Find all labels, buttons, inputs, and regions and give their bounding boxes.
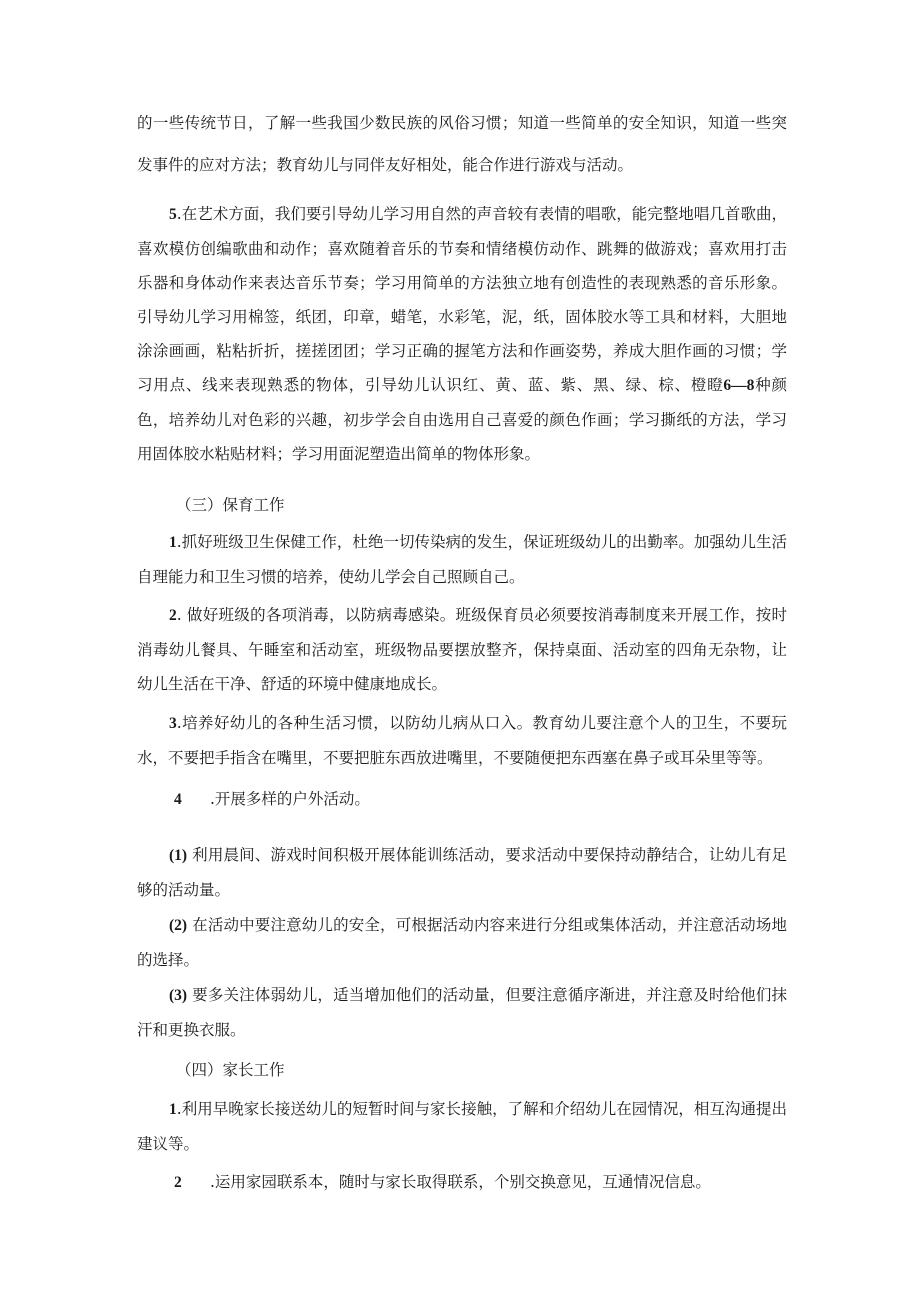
item-text: .开展多样的户外活动。 <box>210 790 370 808</box>
subitem-2 <box>137 908 787 977</box>
section-heading: （三）保育工作 <box>176 496 285 514</box>
subitem-number: (2) <box>169 917 188 934</box>
subitem-text: 要多关注体弱幼儿，适当增加他们的活动量，但要注意循序渐进，并注意及时给他们抹汗和更换衣服。 <box>137 986 787 1039</box>
art-text-part2: 种颜色，培养幼儿对色彩的兴趣，初步学会自由选用自己喜爱的颜色作画；学习撕纸的方法，学习用固体胶水粘贴材料；学习用面泥塑造出简单的物体形象。 <box>137 376 787 463</box>
item-number: 1 <box>169 534 177 551</box>
item-number: 1 <box>169 1101 177 1118</box>
item-text: . 做好班级的各项消毒，以防病毒感染。班级保育员必须要按消毒制度来开展工作，按时消毒幼儿餐具、午睡室和活动室，班级物品要摆放整齐，保持桌面、活动室的四角无杂物，让幼儿生活在干净、舒适的环境中健康地成长。 <box>137 606 787 693</box>
section4-item-1 <box>137 1092 787 1161</box>
continued-paragraph <box>137 102 787 186</box>
item-text: .利用早晚家长接送幼儿的短暂时间与家长接触，了解和介绍幼儿在园情况，相互沟通提出建议等。 <box>137 1100 787 1153</box>
section3-item-2 <box>137 598 787 701</box>
item-text: .运用家园联系本，随时与家长取得联系，个别交换意见，互通情况信息。 <box>210 1173 711 1191</box>
subitem-3 <box>137 978 787 1047</box>
item-text: .抓好班级卫生保健工作，杜绝一切传染病的发生，保证班级幼儿的出勤率。加强幼儿生活自理能力和卫生习惯的培养，使幼儿学会自己照顾自己。 <box>137 533 787 586</box>
section-heading: （四）家长工作 <box>176 1061 285 1079</box>
item-number: 2 <box>169 607 177 624</box>
subitem-number: (3) <box>169 987 188 1004</box>
subitem-text: 利用晨间、游戏时间积极开展体能训练活动，要求活动中要保持动静结合，让幼儿有足够的活动量。 <box>137 846 787 899</box>
subitem-text: 在活动中要注意幼儿的安全，可根据活动内容来进行分组或集体活动，并注意活动场地的选择。 <box>137 916 787 969</box>
item-number: 5 <box>169 206 177 223</box>
item-number: 3 <box>169 715 177 732</box>
art-paragraph <box>137 197 787 471</box>
continued-text: 的一些传统节日，了解一些我国少数民族的风俗习惯；知道一些简单的安全知识，知道一些突发事件的应对方法；教育幼儿与同伴友好相处，能合作进行游戏与活动。 <box>137 114 787 174</box>
section3-item-4 <box>174 784 774 815</box>
art-text-part1: .在艺术方面，我们要引导幼儿学习用自然的声音较有表情的唱歌，能完整地唱几首歌曲，喜欢模仿创编歌曲和动作；喜欢随着音乐的节奏和情绪模仿动作、跳舞的做游戏；喜欢用打击乐器和身体动作来表达音乐节奏；学习用简单的方法独立地有创造性的表现熟悉的音乐形象。引导幼儿学习用棉签，纸团，印章，蜡笔，水彩笔，泥，纸，固体胶水等工具和材料，大胆地涂涂画画，粘粘折折，搓搓团团；学习正确的握笔方法和作画姿势，养成大胆作画的习惯；学习用点、线来表现熟悉的物体，引导幼儿认识红、黄、蓝、紫、黑、绿、棕、橙瞪 <box>137 205 787 394</box>
subitem-1 <box>137 838 787 907</box>
section4-item-2 <box>174 1167 774 1198</box>
item-text: .培养好幼儿的各种生活习惯，以防幼儿病从口入。教育幼儿要注意个人的卫生，不要玩水，不要把手指含在嘴里，不要把脏东西放进嘴里，不要随便把东西塞在鼻子或耳朵里等等。 <box>137 714 787 767</box>
item-number: 4 <box>174 791 182 808</box>
color-count: 6—8 <box>723 377 755 394</box>
section3-item-1 <box>137 525 787 594</box>
item-number: 2 <box>174 1174 182 1191</box>
subitem-number: (1) <box>169 847 188 864</box>
section3-item-3 <box>137 706 787 775</box>
